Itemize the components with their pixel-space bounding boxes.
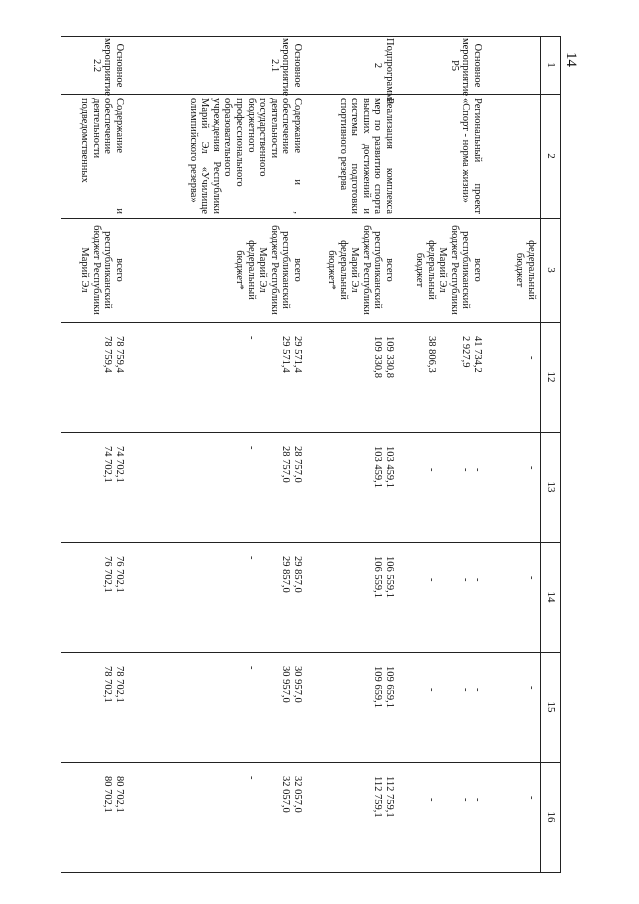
header-col-3: 3 (545, 267, 557, 273)
item-code: Подпрограмма 2 (372, 38, 395, 105)
header-col-16: 16 (545, 811, 557, 823)
value-col-16: - (526, 796, 537, 800)
item-code: Основное мероприятие 2.1 (268, 38, 303, 96)
value-col-15: 78 702,1 78 702,1 (102, 666, 125, 703)
value-col-15: 109 659,1 109 659,1 (372, 666, 395, 708)
value-col-12: 109 330,8 109 330,8 (372, 336, 395, 378)
value-col-16: - - - (425, 798, 483, 802)
value-col-13: - - - (425, 468, 483, 472)
funding-source: всего республиканский бюджет Республики Марий Эл федеральный бюджет* (326, 225, 395, 315)
value-col-14: 29 857,0 29 857,0 - (245, 556, 303, 593)
value-col-16: 32 057,0 32 057,0 - (245, 776, 303, 813)
value-col-12: - (526, 356, 537, 360)
item-title: Реализация комплекса мер по развитию спорта высших достижений и системы подготовки спортивного резерва (337, 98, 395, 214)
budget-table (61, 36, 561, 876)
value-col-13: 74 702,1 74 702,1 (102, 446, 125, 483)
header-col-12: 12 (545, 371, 557, 383)
value-col-15: - (526, 686, 537, 690)
item-title: Региональный проект «Спорт - норма жизни» (460, 98, 483, 214)
value-col-13: 103 459,1 103 459,1 (372, 446, 395, 488)
item-title: Содержание и , обеспечение деятельности государственного бюджетного профессионального образовательного учреждения Республики Марий Эл «Училище олимпийского резерва» (187, 98, 303, 214)
item-code: Основное мероприятие 2.2 (90, 38, 125, 96)
item-title: Содержание и обеспечение деятельности подведомственных (79, 98, 125, 214)
item-code: Основное мероприятие P5 (448, 38, 483, 96)
header-col-13: 13 (545, 481, 557, 493)
page-number: 14 (563, 52, 579, 67)
value-col-14: - - - (425, 578, 483, 582)
funding-source: федеральный бюджет (514, 240, 537, 300)
header-col-2: 2 (545, 153, 557, 159)
value-col-13: - (526, 466, 537, 470)
funding-source: всего республиканский бюджет Республики Марий Эл федеральный бюджет* (234, 225, 303, 315)
funding-source: всего республиканский бюджет Республики Марий Эл федеральный бюджет (414, 225, 483, 315)
value-col-15: 30 957,0 30 957,0 - (245, 666, 303, 703)
value-col-14: 76 702,1 76 702,1 (102, 556, 125, 593)
value-col-15: - - - (425, 688, 483, 692)
header-col-15: 15 (545, 701, 557, 713)
funding-source: всего республиканский бюджет Республики Марий Эл (79, 225, 125, 315)
value-col-12: 41 734,2 2 927,9 38 806,3 (425, 336, 483, 373)
value-col-12: 29 571,4 29 571,4 - (245, 336, 303, 373)
value-col-13: 28 757,0 28 757,0 - (245, 446, 303, 483)
header-col-1: 1 (545, 62, 557, 68)
value-col-14: 106 559,1 106 559,1 (372, 556, 395, 598)
value-col-16: 112 759,1 112 759,1 (372, 776, 395, 818)
value-col-16: 80 702,1 80 702,1 (102, 776, 125, 813)
value-col-12: 78 759,4 78 759,4 (102, 336, 125, 373)
header-col-14: 14 (545, 591, 557, 603)
value-col-14: - (526, 576, 537, 580)
